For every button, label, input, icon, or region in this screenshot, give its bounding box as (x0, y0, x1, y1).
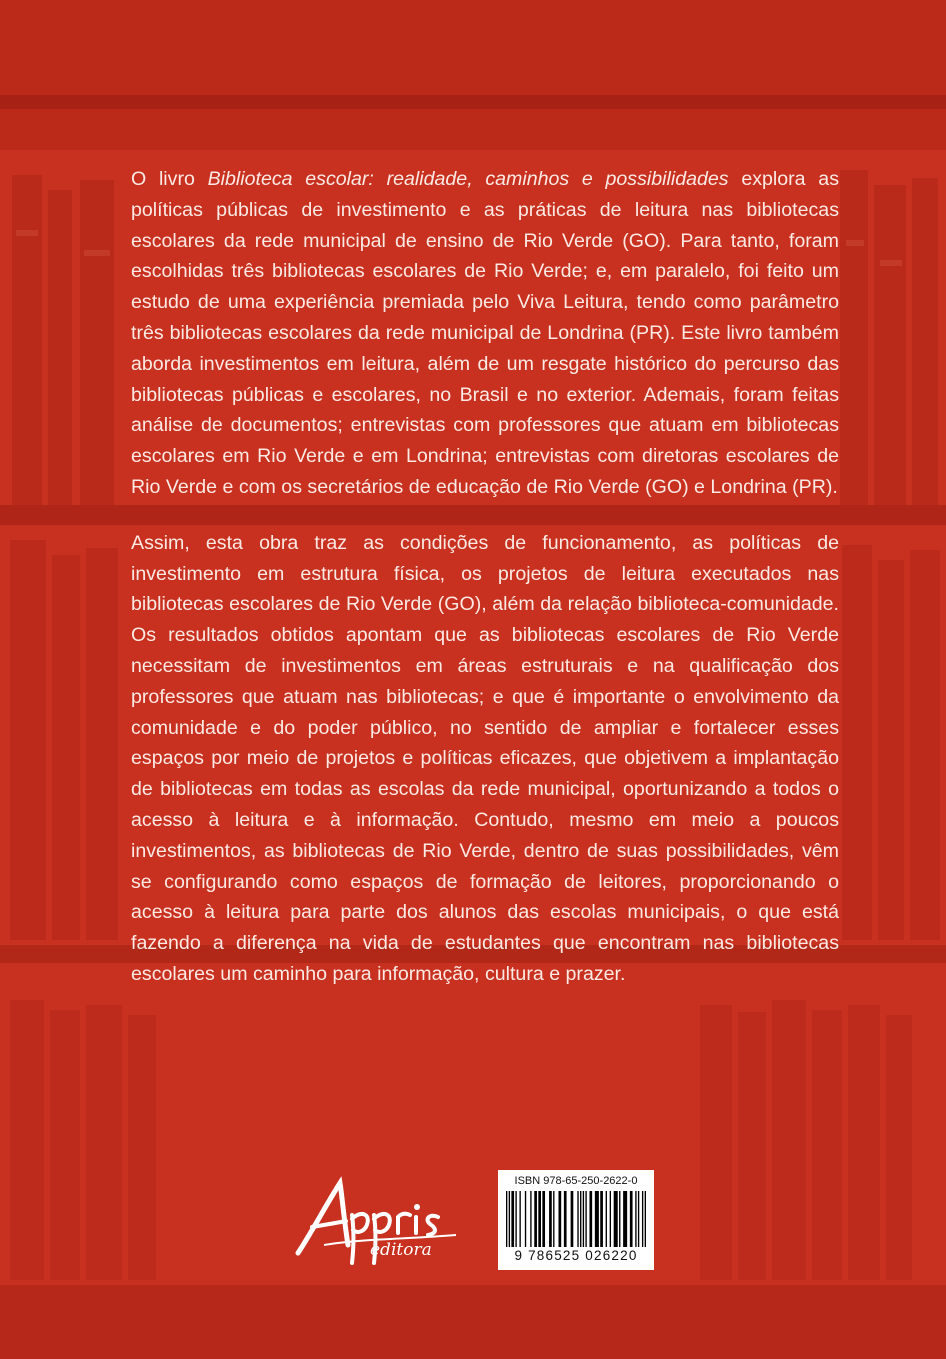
barcode-bar (577, 1191, 578, 1247)
isbn-barcode (498, 1170, 654, 1270)
barcode-bar (534, 1191, 537, 1247)
barcode-bar (511, 1191, 514, 1247)
barcode-bar (530, 1191, 531, 1247)
barcode-bars (506, 1191, 646, 1247)
barcode-bar (583, 1191, 584, 1247)
barcode-bar (589, 1191, 592, 1247)
back-cover-text (131, 164, 839, 990)
barcode-bar (642, 1191, 643, 1247)
barcode-bar (580, 1191, 581, 1247)
barcode-bar (538, 1191, 541, 1247)
barcode-bar (515, 1191, 516, 1247)
barcode-bar (525, 1191, 526, 1247)
barcode-bar (549, 1191, 552, 1247)
synopsis-lead: O livro (131, 168, 208, 190)
barcode-bar (606, 1191, 607, 1247)
barcode-digits: 9 786525 026220 (514, 1248, 638, 1263)
barcode-bar (645, 1191, 646, 1247)
barcode-bar (542, 1191, 545, 1247)
synopsis-paragraph-1 (131, 164, 839, 503)
barcode-bar (564, 1191, 567, 1247)
book-title: Biblioteca escolar: realidade, caminhos e possibilidades (207, 168, 729, 190)
barcode-bar (595, 1191, 599, 1247)
barcode-bar (506, 1191, 507, 1247)
barcode-bar (635, 1191, 636, 1247)
barcode-bar (600, 1191, 603, 1247)
isbn-label: ISBN 978-65-250-2622-0 (514, 1175, 638, 1187)
synopsis-paragraph-2: Assim, esta obra traz as condições de funcionamento, as políticas de investimento em estrutura física, os projetos de leitura executados nas bibliotecas escolares de Rio Verde (GO), além da relação biblioteca-comunidade. Os resultados obtidos apontam que as bibliotecas escolares de Rio Verde necessitam de investimentos em áreas estruturais e na qualificação dos professores que atuam nas bibliotecas; e que é importante o envolvimento da comunidade e do poder público, no sentido de ampliar e fortalecer esses espaços por meio de projetos e políticas eficazes, que objetivem a implantação de bibliotecas em todas as escolas da rede municipal, oportunizando a todos o acesso à leitura e à informação. Contudo, mesmo em meio a poucos investimentos, as bibliotecas de Rio Verde, dentro de suas possibilidades, vêm se configurando como espaços de formação de leitores, proporcionando o acesso à leitura para parte dos alunos das escolas municipais, o que está fazendo a diferença na vida de estudantes que encontram nas bibliotecas escolares um caminho para informação, cultura e prazer. (131, 531, 839, 985)
barcode-bar (585, 1191, 586, 1247)
barcode-bar (623, 1191, 627, 1247)
appris-logo (288, 1175, 468, 1270)
barcode-bar (619, 1191, 620, 1247)
barcode-bar (559, 1191, 562, 1247)
synopsis-body: explora as políticas públicas de investimento e as práticas de leitura nas bibliotecas escolares da rede municipal de ensino de Rio Verde (GO). Para tanto, foram escolhidas três bibliotecas escolares de Rio Verde; e, em paralelo, foi feito um estudo de uma experiência premiada pelo Viva Leitura, tendo como parâmetro três bibliotecas escolares da rede municipal de Londrina (PR). Este livro também aborda investimentos em leitura, além de um resgate histórico do percurso das bibliotecas públicas e escolares, no Brasil e no exterior. Ademais, foram feitas análise de documentos; entrevistas com professores que atuam em bibliotecas escolares em Rio Verde e em Londrina; entrevistas com diretoras escolares de Rio Verde e com os secretários de educação de Rio Verde (GO) e Londrina (PR). (131, 168, 839, 498)
barcode-bar (509, 1191, 510, 1247)
barcode-bar (610, 1191, 611, 1247)
barcode-bar (571, 1191, 574, 1247)
barcode-bar (519, 1191, 520, 1247)
barcode-bar (614, 1191, 618, 1247)
barcode-bar (638, 1191, 639, 1247)
svg-text:editora: editora (370, 1240, 432, 1260)
barcode-bar (553, 1191, 554, 1247)
barcode-bar (630, 1191, 633, 1247)
